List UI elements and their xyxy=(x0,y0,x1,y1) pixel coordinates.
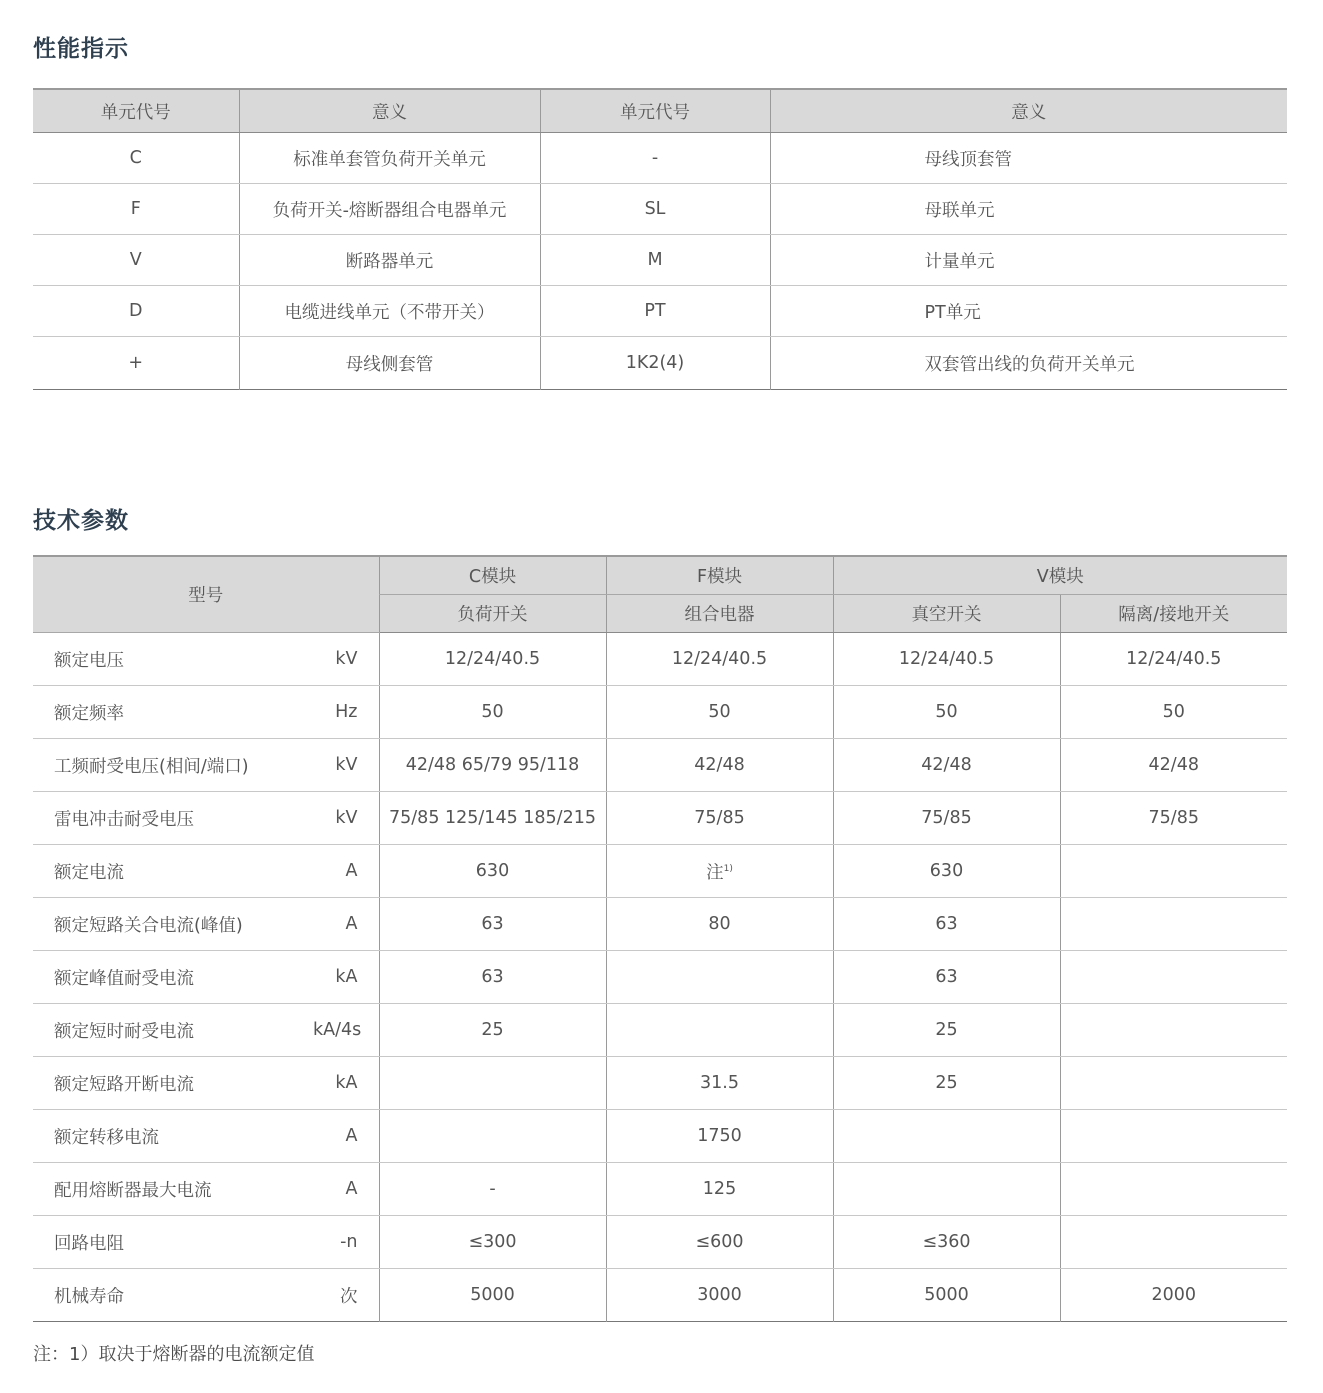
note-superscript: 1) xyxy=(723,863,733,874)
isolating-switch-value xyxy=(1060,845,1287,898)
vacuum-switch-value: 5000 xyxy=(833,1269,1060,1322)
unit-code-cell: - xyxy=(540,133,770,184)
table-row xyxy=(33,133,1287,184)
unit-code-cell: PT xyxy=(540,286,770,337)
table-row xyxy=(33,184,1287,235)
meaning-cell: 负荷开关-熔断器组合电器单元 xyxy=(239,184,540,235)
f-module-value xyxy=(606,845,833,898)
vacuum-switch-value: ≤360 xyxy=(833,1216,1060,1269)
f-module-value: 1750 xyxy=(606,1110,833,1163)
c-module-value: - xyxy=(379,1163,606,1216)
tech-params-table xyxy=(33,555,1287,1322)
param-name-cell: 配用熔断器最大电流 xyxy=(33,1163,313,1216)
meaning-cell: 母线侧套管 xyxy=(239,337,540,390)
isolating-switch-value xyxy=(1060,1110,1287,1163)
table-row xyxy=(33,686,1287,739)
c-module-value: 75/85 125/145 185/215 xyxy=(379,792,606,845)
meaning-cell: 双套管出线的负荷开关单元 xyxy=(770,337,1287,390)
c-module-value xyxy=(379,1057,606,1110)
c-module-value: 63 xyxy=(379,898,606,951)
param-unit-cell: kV xyxy=(313,739,379,792)
c-module-value: 25 xyxy=(379,1004,606,1057)
vacuum-switch-value: 63 xyxy=(833,898,1060,951)
param-name-cell: 额定峰值耐受电流 xyxy=(33,951,313,1004)
param-unit-cell: A xyxy=(313,1110,379,1163)
module-c-header: C模块 xyxy=(379,556,606,595)
sub-header-load-switch: 负荷开关 xyxy=(379,595,606,633)
isolating-switch-value xyxy=(1060,1216,1287,1269)
sub-header-vacuum-switch: 真空开关 xyxy=(833,595,1060,633)
isolating-switch-value: 50 xyxy=(1060,686,1287,739)
table-header-row xyxy=(33,89,1287,133)
meaning-cell: 母联单元 xyxy=(770,184,1287,235)
meaning-cell: 标准单套管负荷开关单元 xyxy=(239,133,540,184)
isolating-switch-value: 2000 xyxy=(1060,1269,1287,1322)
param-name-cell: 回路电阻 xyxy=(33,1216,313,1269)
param-name-cell: 雷电冲击耐受电压 xyxy=(33,792,313,845)
tech-params-section-title: 技术参数 xyxy=(33,508,129,534)
c-module-value: 630 xyxy=(379,845,606,898)
param-name-cell: 额定频率 xyxy=(33,686,313,739)
header-meaning-2: 意义 xyxy=(770,89,1287,133)
unit-code-cell: M xyxy=(540,235,770,286)
header-unit-code-2: 单元代号 xyxy=(540,89,770,133)
param-unit-cell: kA xyxy=(313,951,379,1004)
c-module-value xyxy=(379,1110,606,1163)
vacuum-switch-value: 12/24/40.5 xyxy=(833,633,1060,686)
isolating-switch-value: 75/85 xyxy=(1060,792,1287,845)
vacuum-switch-value: 63 xyxy=(833,951,1060,1004)
f-module-value: 75/85 xyxy=(606,792,833,845)
param-name-cell: 机械寿命 xyxy=(54,1286,124,1307)
param-name-cell: 额定短路关合电流(峰值) xyxy=(33,898,313,951)
footnote: 注：1）取决于熔断器的电流额定值 xyxy=(33,1344,315,1365)
unit-code-cell: V xyxy=(33,235,239,286)
c-module-value: 50 xyxy=(379,686,606,739)
unit-code-cell: SL xyxy=(540,184,770,235)
unit-code-cell: 1K2(4) xyxy=(540,337,770,390)
param-unit-cell: A xyxy=(313,845,379,898)
isolating-switch-value xyxy=(1060,951,1287,1004)
unit-code-cell: + xyxy=(128,353,144,373)
f-module-value xyxy=(606,951,833,1004)
param-name-cell: 额定转移电流 xyxy=(33,1110,313,1163)
f-module-value: 50 xyxy=(606,686,833,739)
param-unit-cell: A xyxy=(313,898,379,951)
meaning-cell: PT单元 xyxy=(770,286,1287,337)
isolating-switch-value xyxy=(1060,898,1287,951)
unit-code-cell: F xyxy=(33,184,239,235)
table-row xyxy=(33,1216,1287,1269)
vacuum-switch-value: 25 xyxy=(833,1057,1060,1110)
table-row xyxy=(33,898,1287,951)
table-row xyxy=(33,845,1287,898)
param-name-cell: 额定短路开断电流 xyxy=(33,1057,313,1110)
header-unit-code-1: 单元代号 xyxy=(33,89,239,133)
f-module-value: 31.5 xyxy=(606,1057,833,1110)
vacuum-switch-value: 630 xyxy=(833,845,1060,898)
isolating-switch-value xyxy=(1060,1004,1287,1057)
module-f-header: F模块 xyxy=(606,556,833,595)
c-module-value: 12/24/40.5 xyxy=(379,633,606,686)
model-header: 型号 xyxy=(33,556,379,633)
f-module-value xyxy=(606,1004,833,1057)
table-row xyxy=(33,633,1287,686)
c-module-value: 42/48 65/79 95/118 xyxy=(379,739,606,792)
table-row xyxy=(33,1057,1287,1110)
c-module-value: 5000 xyxy=(379,1269,606,1322)
unit-code-cell: C xyxy=(33,133,239,184)
c-module-value: ≤300 xyxy=(379,1216,606,1269)
param-unit-cell: kV xyxy=(313,633,379,686)
table-header-row xyxy=(33,556,1287,595)
table-row xyxy=(33,1269,1287,1322)
table-row xyxy=(33,739,1287,792)
f-module-value: 3000 xyxy=(606,1269,833,1322)
table-row xyxy=(33,337,1287,390)
vacuum-switch-value: 42/48 xyxy=(833,739,1060,792)
f-module-value: 125 xyxy=(606,1163,833,1216)
isolating-switch-value: 42/48 xyxy=(1060,739,1287,792)
table-row xyxy=(33,1004,1287,1057)
vacuum-switch-value: 25 xyxy=(833,1004,1060,1057)
table-row xyxy=(33,235,1287,286)
sub-header-isolating-earthing-switch: 隔离/接地开关 xyxy=(1060,595,1287,633)
vacuum-switch-value xyxy=(833,1110,1060,1163)
isolating-switch-value xyxy=(1060,1057,1287,1110)
note-text: 注 xyxy=(706,862,724,883)
performance-table xyxy=(33,88,1287,390)
param-unit-cell: A xyxy=(313,1163,379,1216)
vacuum-switch-value: 75/85 xyxy=(833,792,1060,845)
param-unit-cell: kV xyxy=(313,792,379,845)
param-name-cell: 工频耐受电压(相间/端口) xyxy=(33,739,313,792)
meaning-cell: 电缆进线单元（不带开关） xyxy=(239,286,540,337)
table-row xyxy=(33,1110,1287,1163)
param-unit-cell: kA/4s xyxy=(313,1004,379,1057)
meaning-cell: 计量单元 xyxy=(770,235,1287,286)
f-module-value: 12/24/40.5 xyxy=(606,633,833,686)
vacuum-switch-value xyxy=(833,1163,1060,1216)
table-row xyxy=(33,286,1287,337)
performance-section-title: 性能指示 xyxy=(33,36,129,62)
c-module-value: 63 xyxy=(379,951,606,1004)
param-unit-cell: Hz xyxy=(313,686,379,739)
param-unit-cell: -n xyxy=(313,1216,379,1269)
param-unit-cell: kA xyxy=(313,1057,379,1110)
isolating-switch-value xyxy=(1060,1163,1287,1216)
vacuum-switch-value: 50 xyxy=(833,686,1060,739)
f-module-value: 42/48 xyxy=(606,739,833,792)
meaning-cell: 母线顶套管 xyxy=(770,133,1287,184)
sub-header-combined-apparatus: 组合电器 xyxy=(606,595,833,633)
unit-code-cell: D xyxy=(33,286,239,337)
param-name-cell: 额定电压 xyxy=(33,633,313,686)
table-row xyxy=(33,1163,1287,1216)
module-v-header: V模块 xyxy=(833,556,1287,595)
table-row xyxy=(33,951,1287,1004)
param-name-cell: 额定短时耐受电流 xyxy=(33,1004,313,1057)
meaning-cell: 断路器单元 xyxy=(239,235,540,286)
param-unit-cell: 次 xyxy=(340,1286,358,1307)
param-name-cell: 额定电流 xyxy=(33,845,313,898)
header-meaning-1: 意义 xyxy=(239,89,540,133)
table-row xyxy=(33,792,1287,845)
isolating-switch-value: 12/24/40.5 xyxy=(1060,633,1287,686)
f-module-value: ≤600 xyxy=(606,1216,833,1269)
f-module-value: 80 xyxy=(606,898,833,951)
